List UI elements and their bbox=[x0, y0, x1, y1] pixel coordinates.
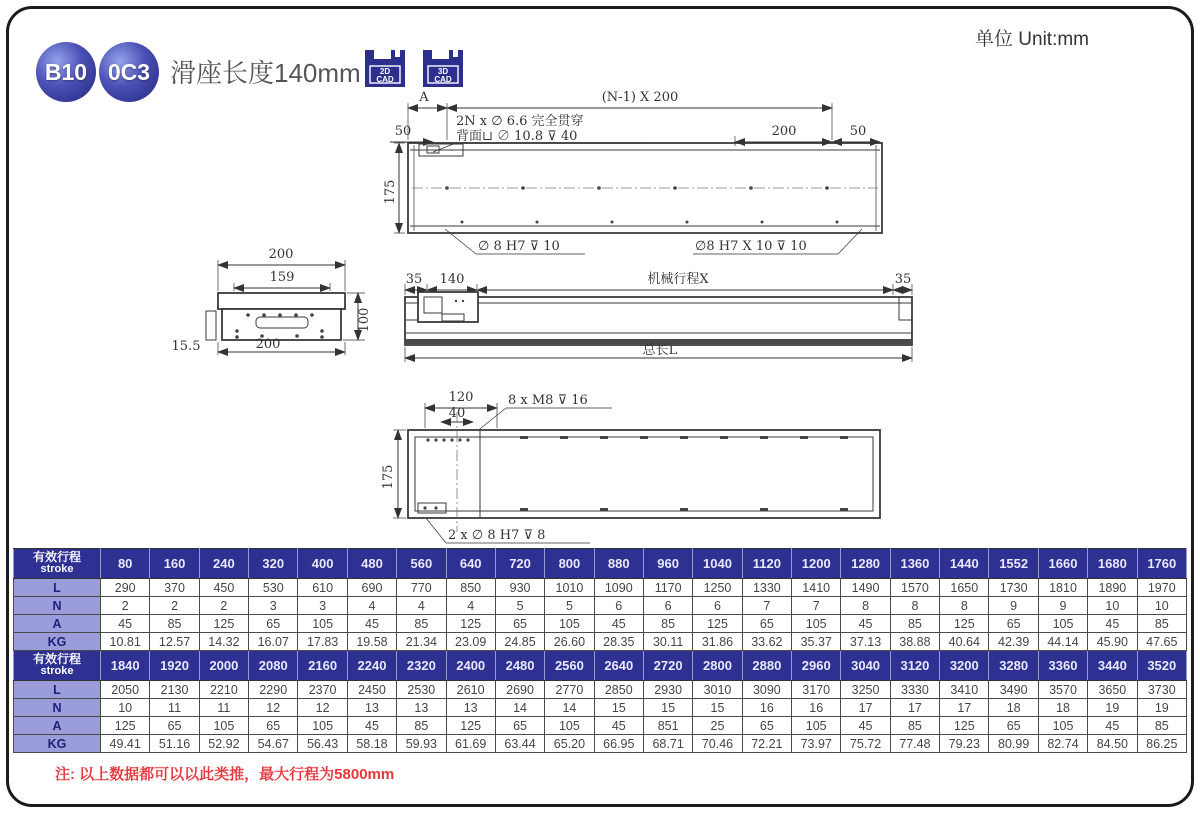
value-cell: 52.92 bbox=[199, 735, 248, 753]
value-cell: 3730 bbox=[1137, 681, 1186, 699]
label-mechanical-stroke: 机械行程X bbox=[647, 272, 709, 287]
cad-3d-label-line2: CAD bbox=[434, 75, 452, 84]
value-cell: 105 bbox=[298, 615, 347, 633]
dim-15-5: 15.5 bbox=[171, 339, 201, 354]
value-cell: 105 bbox=[792, 615, 841, 633]
stroke-cell: 3360 bbox=[1038, 651, 1087, 681]
value-cell: 65 bbox=[742, 615, 791, 633]
value-cell: 9 bbox=[989, 597, 1038, 615]
stroke-cell: 1200 bbox=[792, 549, 841, 579]
value-cell: 45 bbox=[347, 717, 396, 735]
value-cell: 125 bbox=[101, 717, 150, 735]
stroke-cell: 240 bbox=[199, 549, 248, 579]
table-row-a bbox=[14, 615, 1187, 633]
value-cell: 45 bbox=[1088, 717, 1137, 735]
row-label-kg: KG bbox=[14, 633, 101, 651]
value-cell: 125 bbox=[446, 717, 495, 735]
value-cell: 930 bbox=[495, 579, 544, 597]
value-cell: 19.58 bbox=[347, 633, 396, 651]
row-label-l: L bbox=[14, 579, 101, 597]
value-cell: 45 bbox=[594, 615, 643, 633]
value-cell: 15 bbox=[643, 699, 692, 717]
stroke-cell: 2800 bbox=[693, 651, 742, 681]
value-cell: 42.39 bbox=[989, 633, 1038, 651]
value-cell: 19 bbox=[1088, 699, 1137, 717]
dim-140: 140 bbox=[439, 272, 465, 287]
value-cell: 72.21 bbox=[742, 735, 791, 753]
value-cell: 105 bbox=[199, 717, 248, 735]
value-cell: 63.44 bbox=[495, 735, 544, 753]
value-cell: 24.85 bbox=[495, 633, 544, 651]
stroke-cell: 160 bbox=[150, 549, 199, 579]
stroke-cell: 2400 bbox=[446, 651, 495, 681]
table-row-n bbox=[14, 597, 1187, 615]
value-cell: 65 bbox=[742, 717, 791, 735]
value-cell: 12.57 bbox=[150, 633, 199, 651]
stroke-cell: 320 bbox=[249, 549, 298, 579]
value-cell: 290 bbox=[101, 579, 150, 597]
unit-label: 单位 Unit:mm bbox=[975, 29, 1090, 50]
value-cell: 3250 bbox=[841, 681, 890, 699]
value-cell: 8 bbox=[940, 597, 989, 615]
cad-2d-label-line2: CAD bbox=[376, 75, 394, 84]
stroke-cell: 2880 bbox=[742, 651, 791, 681]
value-cell: 690 bbox=[347, 579, 396, 597]
value-cell: 2290 bbox=[249, 681, 298, 699]
value-cell: 65 bbox=[249, 615, 298, 633]
value-cell: 3330 bbox=[890, 681, 939, 699]
value-cell: 65.20 bbox=[545, 735, 594, 753]
cad-3d-label-line1: 3D bbox=[437, 67, 449, 76]
value-cell: 65 bbox=[495, 717, 544, 735]
stroke-cell: 800 bbox=[545, 549, 594, 579]
value-cell: 51.16 bbox=[150, 735, 199, 753]
value-cell: 85 bbox=[890, 717, 939, 735]
value-cell: 3090 bbox=[742, 681, 791, 699]
rail-body bbox=[222, 309, 341, 340]
value-cell: 47.65 bbox=[1137, 633, 1186, 651]
value-cell: 65 bbox=[989, 615, 1038, 633]
value-cell: 68.71 bbox=[643, 735, 692, 753]
stroke-cell: 880 bbox=[594, 549, 643, 579]
value-cell: 44.14 bbox=[1038, 633, 1087, 651]
value-cell: 7 bbox=[792, 597, 841, 615]
value-cell: 77.48 bbox=[890, 735, 939, 753]
value-cell: 3650 bbox=[1088, 681, 1137, 699]
value-cell: 1570 bbox=[890, 579, 939, 597]
stroke-cell: 2640 bbox=[594, 651, 643, 681]
value-cell: 2 bbox=[150, 597, 199, 615]
value-cell: 370 bbox=[150, 579, 199, 597]
value-cell: 14.32 bbox=[199, 633, 248, 651]
top-view bbox=[383, 90, 882, 254]
value-cell: 85 bbox=[1137, 615, 1186, 633]
dim-200: 200 bbox=[771, 124, 797, 139]
value-cell: 850 bbox=[446, 579, 495, 597]
value-cell: 30.11 bbox=[643, 633, 692, 651]
stroke-header-row bbox=[14, 549, 1187, 579]
stroke-cell: 2320 bbox=[397, 651, 446, 681]
table-row-kg bbox=[14, 735, 1187, 753]
value-cell: 5 bbox=[495, 597, 544, 615]
stroke-cell: 1552 bbox=[989, 549, 1038, 579]
value-cell: 17 bbox=[940, 699, 989, 717]
stroke-cell: 400 bbox=[298, 549, 347, 579]
value-cell: 85 bbox=[397, 615, 446, 633]
value-cell: 1730 bbox=[989, 579, 1038, 597]
dim-200-top: 200 bbox=[268, 247, 294, 262]
value-cell: 8 bbox=[841, 597, 890, 615]
value-cell: 65 bbox=[989, 717, 1038, 735]
rail-side bbox=[405, 297, 912, 345]
value-cell: 851 bbox=[643, 717, 692, 735]
value-cell: 2 bbox=[101, 597, 150, 615]
value-cell: 7 bbox=[742, 597, 791, 615]
value-cell: 85 bbox=[397, 717, 446, 735]
stroke-cell: 1840 bbox=[101, 651, 150, 681]
value-cell: 85 bbox=[643, 615, 692, 633]
row-label-n: N bbox=[14, 597, 101, 615]
value-cell: 14 bbox=[545, 699, 594, 717]
value-cell: 80.99 bbox=[989, 735, 1038, 753]
value-cell: 6 bbox=[643, 597, 692, 615]
value-cell: 17.83 bbox=[298, 633, 347, 651]
value-cell: 610 bbox=[298, 579, 347, 597]
value-cell: 65 bbox=[150, 717, 199, 735]
stroke-cell: 2560 bbox=[545, 651, 594, 681]
stroke-cell: 1440 bbox=[940, 549, 989, 579]
stroke-cell: 3120 bbox=[890, 651, 939, 681]
dim-175-bottom-view: 175 bbox=[381, 464, 396, 490]
stroke-cell: 2720 bbox=[643, 651, 692, 681]
callout-hole-line2: 背面⊔ ∅ 10.8 ⊽ 40 bbox=[456, 129, 578, 144]
bottom-view bbox=[381, 390, 880, 543]
stroke-cell: 2480 bbox=[495, 651, 544, 681]
value-cell: 61.69 bbox=[446, 735, 495, 753]
value-cell: 3170 bbox=[792, 681, 841, 699]
stroke-cell: 3200 bbox=[940, 651, 989, 681]
value-cell: 45 bbox=[841, 717, 890, 735]
stroke-cell: 1760 bbox=[1137, 549, 1186, 579]
value-cell: 1010 bbox=[545, 579, 594, 597]
value-cell: 2210 bbox=[199, 681, 248, 699]
value-cell: 450 bbox=[199, 579, 248, 597]
value-cell: 65 bbox=[249, 717, 298, 735]
dim-50-right: 50 bbox=[849, 124, 867, 139]
stroke-cell: 560 bbox=[397, 549, 446, 579]
value-cell: 56.43 bbox=[298, 735, 347, 753]
value-cell: 70.46 bbox=[693, 735, 742, 753]
stroke-cell: 2080 bbox=[249, 651, 298, 681]
value-cell: 17 bbox=[890, 699, 939, 717]
value-cell: 2690 bbox=[495, 681, 544, 699]
value-cell: 12 bbox=[249, 699, 298, 717]
value-cell: 58.18 bbox=[347, 735, 396, 753]
stroke-cell: 3520 bbox=[1137, 651, 1186, 681]
callout-dowel: 2 x ∅ 8 H7 ⊽ 8 bbox=[448, 528, 546, 543]
value-cell: 17 bbox=[841, 699, 890, 717]
value-cell: 85 bbox=[1137, 717, 1186, 735]
value-cell: 1970 bbox=[1137, 579, 1186, 597]
stroke-cell: 2240 bbox=[347, 651, 396, 681]
dim-175-top-view: 175 bbox=[383, 179, 398, 205]
row-label-kg: KG bbox=[14, 735, 101, 753]
dim-40: 40 bbox=[448, 406, 466, 421]
value-cell: 105 bbox=[298, 717, 347, 735]
value-cell: 10 bbox=[101, 699, 150, 717]
stroke-cell: 1660 bbox=[1038, 549, 1087, 579]
row-label-a: A bbox=[14, 717, 101, 735]
value-cell: 18 bbox=[989, 699, 1038, 717]
value-cell: 10.81 bbox=[101, 633, 150, 651]
model-badge-series: B10 bbox=[36, 42, 96, 102]
value-cell: 4 bbox=[397, 597, 446, 615]
stroke-header-row bbox=[14, 651, 1187, 681]
value-cell: 1250 bbox=[693, 579, 742, 597]
table-row-n bbox=[14, 699, 1187, 717]
value-cell: 1890 bbox=[1088, 579, 1137, 597]
value-cell: 84.50 bbox=[1088, 735, 1137, 753]
callout-m8: 8 x M8 ⊽ 16 bbox=[508, 393, 588, 408]
stroke-cell: 2960 bbox=[792, 651, 841, 681]
value-cell: 73.97 bbox=[792, 735, 841, 753]
table-row-kg bbox=[14, 633, 1187, 651]
value-cell: 2450 bbox=[347, 681, 396, 699]
value-cell: 35.37 bbox=[792, 633, 841, 651]
dim-pitch: (N-1) X 200 bbox=[601, 90, 679, 105]
value-cell: 15 bbox=[693, 699, 742, 717]
value-cell: 1490 bbox=[841, 579, 890, 597]
stroke-cell: 3280 bbox=[989, 651, 1038, 681]
value-cell: 23.09 bbox=[446, 633, 495, 651]
value-cell: 2530 bbox=[397, 681, 446, 699]
value-cell: 2610 bbox=[446, 681, 495, 699]
value-cell: 13 bbox=[446, 699, 495, 717]
side-tab bbox=[206, 311, 216, 340]
table-row-a bbox=[14, 717, 1187, 735]
row-label-n: N bbox=[14, 699, 101, 717]
value-cell: 2 bbox=[199, 597, 248, 615]
value-cell: 4 bbox=[347, 597, 396, 615]
stroke-cell: 3440 bbox=[1088, 651, 1137, 681]
value-cell: 85 bbox=[890, 615, 939, 633]
value-cell: 19 bbox=[1137, 699, 1186, 717]
value-cell: 2050 bbox=[101, 681, 150, 699]
value-cell: 16 bbox=[742, 699, 791, 717]
stroke-row-label: 有效行程 stroke bbox=[14, 651, 101, 681]
value-cell: 38.88 bbox=[890, 633, 939, 651]
callout-hole-line1: 2N x ∅ 6.6 完全贯穿 bbox=[456, 114, 584, 129]
value-cell: 86.25 bbox=[1137, 735, 1186, 753]
value-cell: 8 bbox=[890, 597, 939, 615]
footer-note: 注: 以上数据都可以以此类推，最大行程为5800mm bbox=[55, 766, 395, 783]
model-badge-code: 0C3 bbox=[99, 42, 159, 102]
value-cell: 1170 bbox=[643, 579, 692, 597]
cad-2d-label-line1: 2D bbox=[379, 67, 391, 76]
value-cell: 45 bbox=[841, 615, 890, 633]
value-cell: 5 bbox=[545, 597, 594, 615]
value-cell: 40.64 bbox=[940, 633, 989, 651]
value-cell: 11 bbox=[199, 699, 248, 717]
value-cell: 6 bbox=[693, 597, 742, 615]
stroke-cell: 1920 bbox=[150, 651, 199, 681]
value-cell: 49.41 bbox=[101, 735, 150, 753]
value-cell: 13 bbox=[347, 699, 396, 717]
value-cell: 10 bbox=[1137, 597, 1186, 615]
value-cell: 9 bbox=[1038, 597, 1087, 615]
value-cell: 3570 bbox=[1038, 681, 1087, 699]
table-row-l bbox=[14, 579, 1187, 597]
value-cell: 31.86 bbox=[693, 633, 742, 651]
value-cell: 105 bbox=[1038, 615, 1087, 633]
value-cell: 21.34 bbox=[397, 633, 446, 651]
dim-a: A bbox=[419, 90, 429, 105]
value-cell: 12 bbox=[298, 699, 347, 717]
value-cell: 2370 bbox=[298, 681, 347, 699]
value-cell: 3 bbox=[249, 597, 298, 615]
value-cell: 2130 bbox=[150, 681, 199, 699]
value-cell: 3490 bbox=[989, 681, 1038, 699]
value-cell: 66.95 bbox=[594, 735, 643, 753]
stroke-cell: 960 bbox=[643, 549, 692, 579]
value-cell: 125 bbox=[446, 615, 495, 633]
value-cell: 530 bbox=[249, 579, 298, 597]
value-cell: 125 bbox=[693, 615, 742, 633]
value-cell: 45.90 bbox=[1088, 633, 1137, 651]
value-cell: 13 bbox=[397, 699, 446, 717]
dim-35-left: 35 bbox=[405, 272, 423, 287]
value-cell: 10 bbox=[1088, 597, 1137, 615]
value-cell: 3010 bbox=[693, 681, 742, 699]
value-cell: 28.35 bbox=[594, 633, 643, 651]
callout-pin-left: ∅ 8 H7 ⊽ 10 bbox=[478, 239, 560, 254]
value-cell: 105 bbox=[545, 717, 594, 735]
value-cell: 1650 bbox=[940, 579, 989, 597]
stroke-cell: 3040 bbox=[841, 651, 890, 681]
value-cell: 105 bbox=[792, 717, 841, 735]
value-cell: 3 bbox=[298, 597, 347, 615]
dim-35-right: 35 bbox=[894, 272, 912, 287]
stroke-cell: 1360 bbox=[890, 549, 939, 579]
stroke-cell: 480 bbox=[347, 549, 396, 579]
dim-120: 120 bbox=[448, 390, 474, 405]
dim-50-left: 50 bbox=[394, 124, 412, 139]
value-cell: 45 bbox=[1088, 615, 1137, 633]
value-cell: 79.23 bbox=[940, 735, 989, 753]
value-cell: 26.60 bbox=[545, 633, 594, 651]
value-cell: 45 bbox=[594, 717, 643, 735]
value-cell: 15 bbox=[594, 699, 643, 717]
value-cell: 18 bbox=[1038, 699, 1087, 717]
value-cell: 1090 bbox=[594, 579, 643, 597]
value-cell: 1410 bbox=[792, 579, 841, 597]
stroke-row-label: 有效行程 stroke bbox=[14, 549, 101, 579]
value-cell: 59.93 bbox=[397, 735, 446, 753]
stroke-cell: 1040 bbox=[693, 549, 742, 579]
value-cell: 105 bbox=[545, 615, 594, 633]
slider-plate bbox=[218, 293, 345, 309]
value-cell: 4 bbox=[446, 597, 495, 615]
page-title: 滑座长度140mm bbox=[170, 58, 361, 88]
value-cell: 45 bbox=[347, 615, 396, 633]
dim-200-bottom: 200 bbox=[255, 337, 281, 352]
value-cell: 1330 bbox=[742, 579, 791, 597]
value-cell: 125 bbox=[940, 717, 989, 735]
table-row-l bbox=[14, 681, 1187, 699]
callout-pin-right: ∅8 H7 X 10 ⊽ 10 bbox=[695, 239, 807, 254]
stroke-cell: 2000 bbox=[199, 651, 248, 681]
row-label-l: L bbox=[14, 681, 101, 699]
value-cell: 125 bbox=[199, 615, 248, 633]
row-label-a: A bbox=[14, 615, 101, 633]
stroke-cell: 1680 bbox=[1088, 549, 1137, 579]
value-cell: 3410 bbox=[940, 681, 989, 699]
value-cell: 105 bbox=[1038, 717, 1087, 735]
value-cell: 125 bbox=[940, 615, 989, 633]
value-cell: 16.07 bbox=[249, 633, 298, 651]
value-cell: 33.62 bbox=[742, 633, 791, 651]
value-cell: 2930 bbox=[643, 681, 692, 699]
value-cell: 2850 bbox=[594, 681, 643, 699]
value-cell: 65 bbox=[495, 615, 544, 633]
value-cell: 75.72 bbox=[841, 735, 890, 753]
value-cell: 54.67 bbox=[249, 735, 298, 753]
stroke-cell: 1120 bbox=[742, 549, 791, 579]
value-cell: 1810 bbox=[1038, 579, 1087, 597]
side-view bbox=[405, 271, 912, 362]
value-cell: 25 bbox=[693, 717, 742, 735]
value-cell: 6 bbox=[594, 597, 643, 615]
value-cell: 85 bbox=[150, 615, 199, 633]
value-cell: 82.74 bbox=[1038, 735, 1087, 753]
dim-100: 100 bbox=[357, 307, 372, 333]
dim-159: 159 bbox=[269, 270, 295, 285]
value-cell: 2770 bbox=[545, 681, 594, 699]
value-cell: 770 bbox=[397, 579, 446, 597]
value-cell: 11 bbox=[150, 699, 199, 717]
value-cell: 45 bbox=[101, 615, 150, 633]
value-cell: 37.13 bbox=[841, 633, 890, 651]
label-total-length: 总长L bbox=[642, 343, 678, 358]
stroke-cell: 720 bbox=[495, 549, 544, 579]
stroke-cell: 1280 bbox=[841, 549, 890, 579]
value-cell: 14 bbox=[495, 699, 544, 717]
value-cell: 16 bbox=[792, 699, 841, 717]
section-view bbox=[172, 247, 372, 355]
stroke-cell: 80 bbox=[101, 549, 150, 579]
stroke-cell: 640 bbox=[446, 549, 495, 579]
stroke-cell: 2160 bbox=[298, 651, 347, 681]
stroke-table bbox=[13, 548, 1187, 753]
